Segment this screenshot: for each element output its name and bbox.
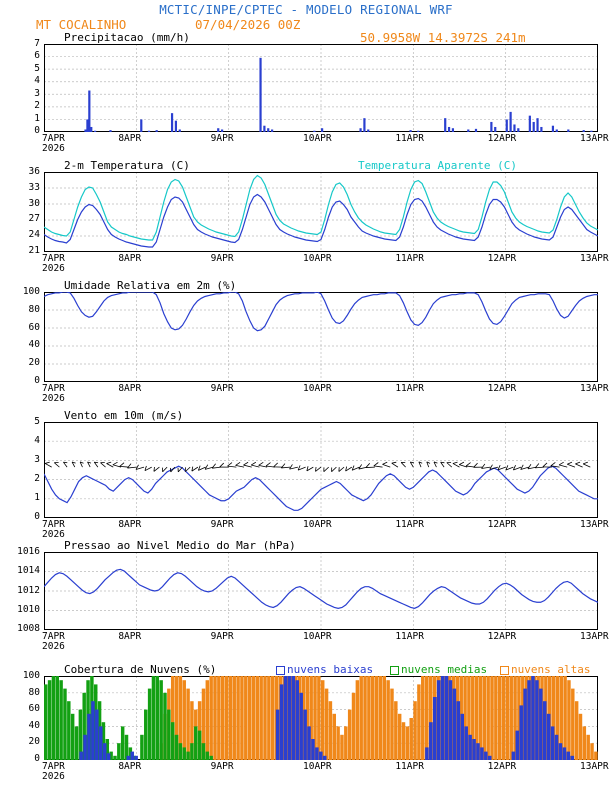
x-tick-rh: 10APR (303, 383, 332, 394)
y-tick-precip: 0 (34, 125, 40, 136)
station-name: MT COCALINHO (36, 17, 127, 32)
x-axis-year: 2026 (42, 641, 65, 652)
y-tick-temp: 30 (28, 197, 40, 209)
x-tick-temp: 10APR (303, 253, 332, 264)
plot-precip (44, 44, 598, 132)
run-datetime: 07/04/2026 00Z (195, 17, 301, 32)
x-tick-precip: 12APR (487, 133, 517, 144)
x-tick-clouds: 13APR (580, 761, 609, 772)
y-tick-wind: 3 (34, 454, 40, 465)
x-tick-clouds: 8APR (118, 761, 142, 772)
x-tick-clouds: 9APR (210, 761, 234, 772)
x-tick-clouds: 11APR (395, 761, 424, 772)
y-tick-rh: 80 (28, 303, 40, 315)
y-tick-clouds: 40 (28, 719, 40, 731)
y-tick-temp: 33 (28, 181, 40, 193)
x-tick-wind: 7APR (42, 519, 65, 530)
panel-title-pres: Pressao ao Nivel Medio do Mar (hPa) (64, 539, 296, 552)
x-tick-precip: 13APR (580, 133, 609, 144)
x-axis-year: 2026 (42, 771, 65, 782)
x-tick-rh: 8APR (118, 383, 142, 394)
y-tick-clouds: 0 (34, 753, 40, 764)
plot-temp (44, 172, 598, 252)
plot-clouds (44, 676, 598, 760)
plot-pres (44, 552, 598, 630)
x-axis-year: 2026 (42, 143, 65, 154)
x-tick-rh: 7APR (42, 383, 65, 394)
y-tick-precip: 1 (34, 112, 40, 124)
x-tick-precip: 8APR (118, 133, 142, 144)
y-tick-clouds: 20 (28, 736, 40, 748)
panel-title-rh: Umidade Relativa em 2m (%) (64, 279, 237, 292)
y-tick-precip: 6 (34, 50, 40, 62)
legend-swatch (390, 666, 399, 675)
legend-swatch (276, 666, 285, 675)
y-tick-clouds: 100 (22, 670, 40, 681)
page-title: MCTIC/INPE/CPTEC - MODELO REGIONAL WRF (159, 2, 453, 17)
x-tick-pres: 13APR (580, 631, 609, 642)
y-tick-rh: 60 (28, 321, 40, 333)
x-tick-pres: 9APR (210, 631, 234, 642)
x-tick-pres: 11APR (395, 631, 424, 642)
panel-title-clouds: Cobertura de Nuvens (%) (64, 663, 217, 676)
y-tick-temp: 27 (28, 213, 40, 225)
y-tick-rh: 40 (28, 339, 40, 351)
x-tick-temp: 13APR (580, 253, 609, 264)
x-axis-year: 2026 (42, 393, 65, 404)
x-tick-rh: 11APR (395, 383, 424, 394)
plot-rh (44, 292, 598, 382)
y-tick-clouds: 60 (28, 703, 40, 715)
x-tick-wind: 8APR (118, 519, 142, 530)
x-tick-temp: 8APR (118, 253, 142, 264)
y-tick-pres: 1016 (17, 546, 40, 557)
y-tick-rh: 0 (34, 375, 40, 386)
x-tick-pres: 12APR (487, 631, 517, 642)
y-tick-wind: 2 (34, 473, 40, 484)
plot-wind (44, 422, 598, 518)
y-tick-pres: 1014 (17, 565, 40, 577)
y-tick-pres: 1010 (17, 603, 40, 615)
y-tick-rh: 20 (28, 357, 40, 369)
y-tick-wind: 5 (34, 416, 40, 427)
x-axis-year: 2026 (42, 529, 65, 540)
x-tick-clouds: 10APR (303, 761, 332, 772)
x-tick-pres: 10APR (303, 631, 332, 642)
x-tick-precip: 7APR (42, 133, 65, 144)
legend-swatch (500, 666, 509, 675)
y-tick-pres: 1012 (17, 584, 40, 596)
x-tick-precip: 9APR (210, 133, 234, 144)
y-tick-wind: 1 (34, 492, 40, 503)
y-tick-precip: 3 (34, 87, 40, 99)
panel-title-temp: 2-m Temperatura (C) (64, 159, 190, 172)
x-tick-wind: 9APR (210, 519, 234, 530)
x-tick-temp: 12APR (487, 253, 517, 264)
x-axis-year: 2026 (42, 263, 65, 274)
y-tick-pres: 1008 (17, 623, 40, 634)
x-tick-rh: 12APR (487, 383, 517, 394)
x-tick-pres: 8APR (118, 631, 142, 642)
y-tick-precip: 7 (34, 38, 40, 49)
x-tick-wind: 13APR (580, 519, 609, 530)
y-tick-precip: 2 (34, 100, 40, 112)
x-tick-rh: 13APR (580, 383, 609, 394)
x-tick-wind: 11APR (395, 519, 424, 530)
x-tick-rh: 9APR (210, 383, 234, 394)
cloud-legend-item (390, 663, 487, 676)
y-tick-temp: 24 (28, 229, 40, 241)
y-tick-wind: 0 (34, 511, 40, 522)
x-tick-precip: 10APR (303, 133, 332, 144)
legend-label: nuvens medias (401, 663, 488, 676)
x-tick-pres: 7APR (42, 631, 65, 642)
y-tick-temp: 36 (28, 166, 40, 177)
x-tick-clouds: 12APR (487, 761, 517, 772)
x-tick-clouds: 7APR (42, 761, 65, 772)
x-tick-temp: 11APR (395, 253, 424, 264)
cloud-legend-item (500, 663, 590, 676)
y-tick-precip: 5 (34, 62, 40, 74)
x-tick-wind: 10APR (303, 519, 332, 530)
x-tick-wind: 12APR (487, 519, 517, 530)
panel-title-precip: Precipitacao (mm/h) (64, 31, 190, 44)
cloud-legend-item (276, 663, 373, 676)
x-tick-temp: 9APR (210, 253, 234, 264)
station-coordinates: 50.9958W 14.3972S 241m (360, 30, 526, 45)
panel-title-wind: Vento em 10m (m/s) (64, 409, 184, 422)
x-tick-precip: 11APR (395, 133, 424, 144)
y-tick-clouds: 80 (28, 686, 40, 698)
x-tick-temp: 7APR (42, 253, 65, 264)
legend-label: nuvens altas (511, 663, 591, 676)
panel-title2-temp: Temperatura Aparente (C) (358, 159, 517, 172)
y-tick-rh: 100 (22, 286, 40, 297)
y-tick-temp: 21 (28, 245, 40, 256)
legend-label: nuvens baixas (287, 663, 374, 676)
y-tick-precip: 4 (34, 75, 40, 87)
y-tick-wind: 4 (34, 435, 40, 446)
